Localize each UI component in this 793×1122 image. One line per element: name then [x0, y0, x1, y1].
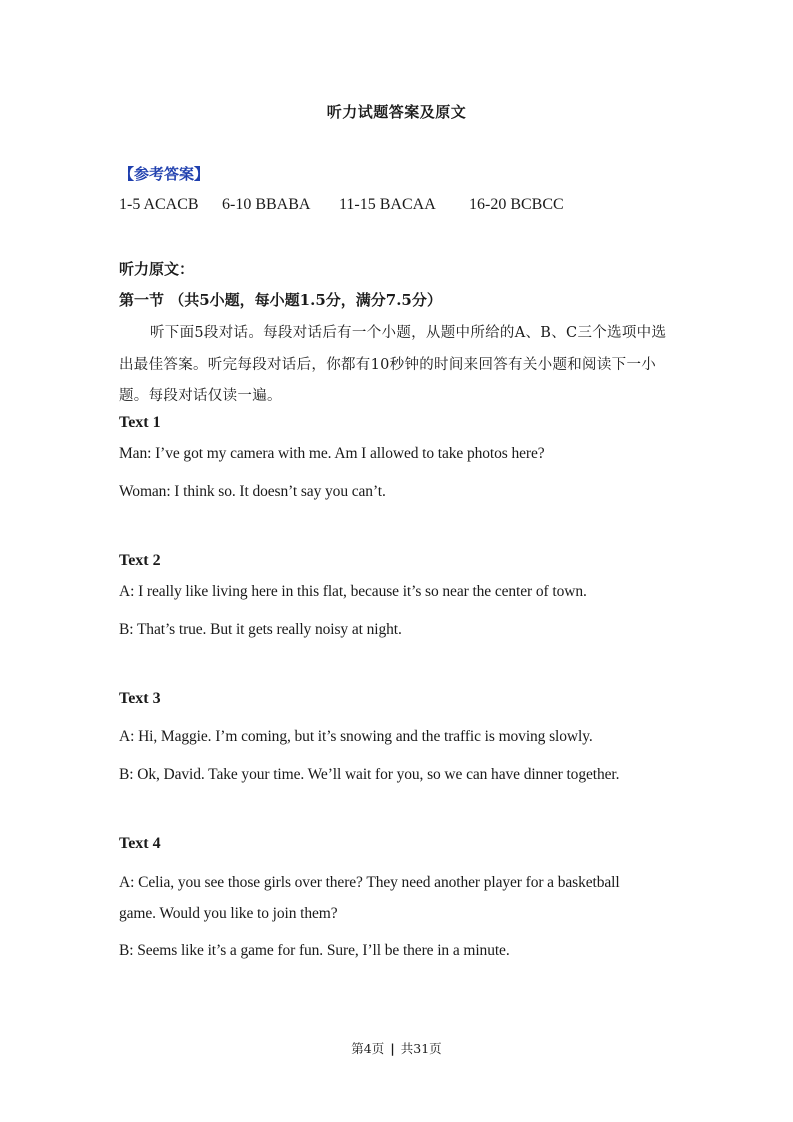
dialogue-line: A: I really like living here in this flat, because it’s so near the center of town. [119, 583, 587, 600]
answer-group: 6-10 BBABA [222, 196, 311, 213]
text-heading: Text 1 [119, 414, 161, 431]
dialogue-line: Man: I’ve got my camera with me. Am I allowed to take photos here? [119, 445, 545, 462]
dialogue-line: B: That’s true. But it gets really noisy at night. [119, 621, 402, 638]
text-heading: Text 2 [119, 552, 161, 569]
dialogue-line: Woman: I think so. It doesn’t say you can’t. [119, 483, 386, 500]
document-title: 听力试题答案及原文 [326, 103, 467, 121]
answer-group: 1-5 ACACB [119, 196, 199, 213]
answer-key-row [119, 196, 564, 214]
current-page-number: 第4页 [351, 1041, 385, 1056]
answer-key-heading: 【参考答案】 [119, 165, 210, 183]
answer-group: 16-20 BCBCC [469, 196, 564, 213]
answer-group: 11-15 BACAA [339, 196, 436, 213]
section-heading: 第一节 （共5小题，每小题1.5分，满分7.5分） [119, 291, 442, 309]
text-heading: Text 3 [119, 690, 161, 707]
section-instructions: 听下面5段对话。每段对话后有一个小题，从题中所给的A、B、C三个选项中选出最佳答案。听完每段对话后，你都有10秒钟的时间来回答有关小题和阅读下一小题。每段对话仅读一遍。 [119, 325, 667, 404]
dialogue-line: B: Ok, David. Take your time. We’ll wait for you, so we can have dinner together. [119, 766, 620, 783]
text-heading: Text 4 [119, 835, 161, 852]
page-footer [0, 1039, 793, 1057]
dialogue-line: B: Seems like it’s a game for fun. Sure, I’ll be there in a minute. [119, 942, 510, 959]
page-separator: | [390, 1041, 395, 1056]
transcript-label: 听力原文： [119, 260, 195, 278]
total-pages: 共31页 [400, 1041, 442, 1056]
dialogue-line: A: Celia, you see those girls over there? They need another player for a basketball game. Would you like to join them? [119, 874, 620, 922]
dialogue-line: A: Hi, Maggie. I’m coming, but it’s snowing and the traffic is moving slowly. [119, 728, 593, 745]
